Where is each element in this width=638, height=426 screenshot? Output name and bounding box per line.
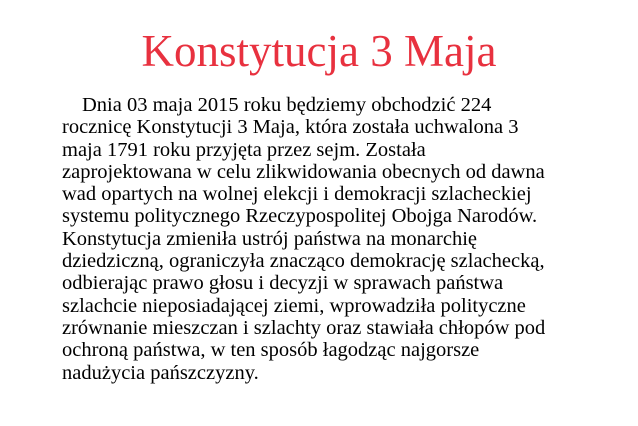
body-paragraph xyxy=(62,94,636,384)
paragraph-line: maja 1791 roku przyjęta przez sejm. Została xyxy=(62,138,426,161)
paragraph-line: Dnia 03 maja 2015 roku będziemy obchodzić 224 xyxy=(82,94,492,116)
paragraph-line: wad opartych na wolnej elekcji i demokracji szlacheckiej xyxy=(62,183,532,206)
paragraph-line: nadużycia pańszczyzny. xyxy=(62,361,259,384)
paragraph-line: szlachcie nieposiadającej ziemi, wprowadziła polityczne xyxy=(62,294,526,317)
paragraph-line: zrównanie mieszczan i szlachty oraz stawiała chłopów pod xyxy=(62,316,546,339)
slide-title: Konstytucja 3 Maja xyxy=(141,26,497,76)
paragraph-line: systemu politycznego Rzeczypospolitej Obojga Narodów. xyxy=(62,205,538,228)
paragraph-line: dziedziczną, ograniczyła znacząco demokrację szlachecką, xyxy=(62,250,545,273)
paragraph-line: zaprojektowana w celu zlikwidowania obecnych od dawna xyxy=(62,160,545,183)
paragraph-line: ochroną państwa, w ten sposób łagodząc najgorsze xyxy=(62,339,480,362)
paragraph-line: Konstytucja zmieniła ustrój państwa na monarchię xyxy=(62,227,478,250)
paragraph-line: rocznicę Konstytucji 3 Maja, która została uchwalona 3 xyxy=(62,116,519,139)
paragraph-line: odbierając prawo głosu i decyzji w sprawach państwa xyxy=(62,272,504,295)
